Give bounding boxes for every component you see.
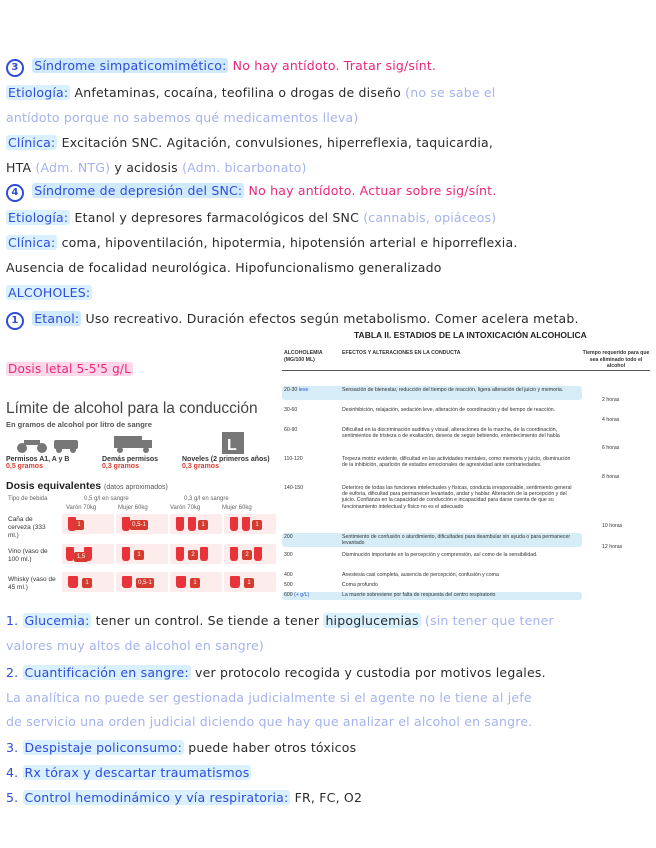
hta-note: (Adm. NTG) (35, 160, 111, 175)
dose-cell (62, 514, 114, 534)
wine-glass-icon (176, 547, 184, 561)
beer-glass-icon (230, 517, 238, 531)
dose-badge: 1 (252, 520, 262, 530)
ethanol-title: Etanol: (34, 311, 80, 326)
alcohols-header-text: ALCOHOLES: (8, 285, 91, 300)
list-item-hemodynamic (6, 790, 362, 805)
dose-cell (62, 544, 114, 564)
motorcycle-icon (17, 440, 47, 453)
dose-badge: 1 (74, 520, 84, 530)
whisky-glass-icon (230, 576, 240, 588)
list-item-polyconsumption (6, 740, 356, 755)
header-divider (282, 370, 650, 371)
dose-cell (170, 572, 222, 592)
list-text: tener un control. Se tiende a tener (95, 613, 320, 628)
permit-label: Permisos A1, A y B (6, 456, 70, 463)
time-cell: 10 horas (602, 523, 623, 529)
svg-text:L: L (227, 437, 237, 454)
beer-glass-icon (188, 517, 196, 531)
whisky-glass-icon (176, 576, 186, 588)
sub-col-4: Mujer 60kg (222, 505, 252, 511)
permit-other (102, 456, 158, 470)
time-cell: 2 horas (602, 397, 620, 403)
list-note-continued: valores muy altos de alcohol en sangre) (6, 638, 264, 653)
level-cell (284, 592, 309, 598)
dose-cell (224, 572, 276, 592)
etiology-note: (cannabis, opiáceos) (363, 210, 497, 225)
list-number: 4. (6, 765, 19, 780)
list-note-continued: de servicio una orden judicial diciendo que hay que analizar el alcohol en sangre. (6, 714, 533, 729)
col-header-level: ALCOHOLEMIA (MG/100 ML) (284, 350, 323, 363)
dose-cell (170, 514, 222, 534)
permit-ab (6, 456, 69, 470)
list-label: Cuantificación en sangre: (24, 665, 189, 680)
list-number: 2. (6, 665, 19, 680)
dose-badge: 1 (198, 520, 208, 530)
sub-col-1: Varón 70kg (66, 505, 97, 511)
effect-cell: Sensación de bienestar, reducción del tiempo de reacción, ligera alteración del juicio y memoria. (342, 387, 564, 393)
level-cell: 140-150 (284, 485, 304, 491)
number-1-badge: 1 (6, 312, 24, 330)
effect-cell: La muerte sobreviene por falta de respuesta del centro respiratorio (342, 592, 496, 598)
level-cell: 400 (284, 572, 293, 578)
effect-cell: Anestesia casi completa, ausencia de percepción, confusión y coma (342, 572, 499, 578)
group-a-header: 0,5 g/l en sangre (84, 496, 129, 502)
alcohol-limit-infographic (4, 372, 276, 600)
dose-cell (62, 572, 114, 592)
handwritten-mark: leve (298, 387, 309, 393)
table-title: TABLA II. ESTADIOS DE LA INTOXICACIÓN ALCOHOLICA (354, 330, 587, 340)
list-label: Control hemodinámico y vía respiratoria: (24, 790, 289, 805)
dose-cell (116, 544, 168, 564)
col-header-time: Tiempo requerido para que sea eliminado todo el alcohol (582, 350, 650, 369)
effect-cell: Coma profundo (342, 582, 378, 588)
sub-col-2: Mujer 60kg (118, 505, 148, 511)
ethanol-line (6, 311, 579, 330)
syndrome-4-title: Síndrome de depresión del SNC: (34, 183, 243, 198)
infographic-title: Límite de alcohol para la conducción (6, 400, 258, 417)
level-cell: 110-120 (284, 456, 303, 462)
level-value: 600 (284, 592, 293, 598)
number-3-badge: 3 (6, 59, 24, 77)
group-b-header: 0,3 g/l en sangre (184, 496, 229, 502)
doses-title-text: Dosis equivalentes (6, 480, 102, 492)
list-label: Rx tórax y descartar traumatismos (24, 765, 250, 780)
effect-cell: Disminución importante en la percepción y comprensión, así como de la sensibilidad. (342, 552, 538, 558)
level-cell (284, 387, 308, 393)
dose-badge: 1 (134, 550, 144, 560)
handwritten-mark: (+ g/L) (294, 592, 310, 598)
time-cell: 4 horas (602, 417, 620, 423)
dose-cell (224, 544, 276, 564)
level-cell: 30-60 (284, 407, 298, 413)
list-text: FR, FC, O2 (294, 790, 363, 805)
effect-cell: Dificultad en la discriminación auditiva y visual, alteraciones de la marcha, de la coordinación, sentimientos de tristeza o de exaltación, deseos de seguir bebiendo, enlentecimiento del habla (342, 427, 560, 440)
lethal-dose-text: Dosis letal 5-5'5 g/L (8, 362, 132, 376)
list-highlight: hipoglucemias (325, 613, 419, 628)
dose-badge: 1 (82, 578, 92, 588)
syndrome-4-treatment: No hay antídoto. Actuar sobre sig/sínt. (248, 183, 497, 198)
dose-badge: 1 (244, 578, 254, 588)
car-icon (54, 440, 78, 453)
doses-title (6, 480, 168, 492)
syndrome-3-treatment: No hay antídoto. Tratar sig/sínt. (232, 58, 437, 73)
effect-cell: Sentimiento de confusión o aturdimiento, dificultades para deambular sin ayuda o para permanecer levantado (342, 534, 571, 547)
col-header-effects: EFECTOS Y ALTERACIONES EN LA CONDUCTA (342, 350, 461, 356)
dose-cell (116, 572, 168, 592)
syndrome-3-clinic-continued (6, 160, 307, 175)
list-item-xray (6, 765, 251, 780)
wine-glass-icon (230, 547, 238, 561)
syndrome-4-clinic-continued: Ausencia de focalidad neurológica. Hipofuncionalismo generalizado (6, 260, 442, 275)
etiology-text: Etanol y depresores farmacológicos del SNC (74, 210, 360, 225)
list-number: 3. (6, 740, 19, 755)
list-item-glucemia (6, 613, 554, 628)
doses-note: (datos aproximados) (104, 484, 168, 491)
acidosis-note: (Adm. bicarbonato) (182, 160, 307, 175)
level-cell: 200 (284, 534, 293, 540)
permit-value: 0,3 gramos (182, 463, 219, 470)
syndrome-4-etiology (6, 210, 496, 225)
beer-glass-icon (242, 517, 250, 531)
list-text: ver protocolo recogida y custodia por motivos legales. (195, 665, 546, 680)
clinic-label: Clínica: (8, 235, 56, 250)
syndrome-4-heading (6, 183, 496, 202)
time-cell: 6 horas (602, 445, 620, 451)
vehicle-icons (14, 430, 274, 456)
permit-label: Noveles (2 primeros años) (182, 456, 270, 463)
wine-glass-icon (122, 547, 130, 561)
acidosis-text: y acidosis (114, 160, 178, 175)
beer-glass-icon (176, 517, 184, 531)
truck-icon (114, 436, 152, 453)
syndrome-3-heading (6, 58, 436, 77)
dose-badge: 2 (242, 550, 252, 560)
dose-cell (170, 544, 222, 564)
level-cell: 60-90 (284, 427, 298, 433)
etiology-note: (no se sabe el (405, 85, 496, 100)
permit-value: 0,3 gramos (102, 463, 139, 470)
dose-badge: 0,5-1 (136, 578, 154, 588)
level-cell: 500 (284, 582, 293, 588)
sub-col-3: Varón 70kg (170, 505, 201, 511)
hta-text: HTA (6, 160, 32, 175)
number-4-badge: 4 (6, 184, 24, 202)
etiology-label: Etiología: (8, 85, 69, 100)
alcohols-header (6, 285, 92, 300)
etiology-note-continued: antídoto porque no sabemos qué medicamentos lleva) (6, 110, 359, 125)
clinic-text: coma, hipoventilación, hipotermia, hipotensión arterial e hiporreflexia. (61, 235, 518, 250)
list-number: 5. (6, 790, 19, 805)
level-cell: 300 (284, 552, 293, 558)
effect-cell: Torpeza motriz evidente, dificultad en las actividades mentales, como memoria y juicio, disminución de la inhibición, aparición de estados emocionales de agresividad ante contrariedades. (342, 456, 571, 469)
dose-cell (116, 514, 168, 534)
etiology-label: Etiología: (8, 210, 69, 225)
ethanol-text: Uso recreativo. Duración efectos según metabolismo. Comer acelera metab. (85, 311, 579, 326)
clinic-label: Clínica: (8, 135, 56, 150)
dose-badge: 2 (188, 550, 198, 560)
beer-glass-icon (122, 517, 130, 531)
effect-cell: Deterioro de todas las funciones intelectuales y físicas, conducta irresponsable, sentimiento general de euforia, dificultad para permanecer levantado, andar y hablar. Alteración de la percepción y del juicio. Confianza en la capacidad de conducción e incapacidad para darse cuenta de que su funcionamiento intelectual y físico no es el adecuado (342, 485, 572, 510)
time-cell: 12 horas (602, 544, 623, 550)
level-value: 20-30 (284, 387, 298, 393)
list-label: Despistaje policonsumo: (24, 740, 183, 755)
list-note: (sin tener que tener (424, 613, 554, 628)
wine-glass-icon (200, 547, 208, 561)
whisky-label: Whisky (vaso de 45 ml.) (8, 576, 56, 591)
list-label: Glucemia: (24, 613, 90, 628)
effect-cell: Desinhibición, relajación, sedación leve, alteración de coordinación y del tiempo de reacción. (342, 407, 556, 413)
syndrome-3-clinic (6, 135, 493, 150)
etiology-text: Anfetaminas, cocaína, teofilina o drogas de diseño (74, 85, 401, 100)
novice-l-icon (222, 432, 244, 454)
list-text: puede haber otros tóxicos (188, 740, 357, 755)
permit-novice (182, 456, 270, 470)
list-item-quantification (6, 665, 546, 680)
dose-badge: 1 (190, 578, 200, 588)
dose-cell (224, 514, 276, 534)
whisky-glass-icon (122, 576, 132, 588)
wine-glass-icon (66, 547, 74, 561)
syndrome-3-title: Síndrome simpaticomimético: (34, 58, 227, 73)
list-note: La analítica no puede ser gestionada judicialmente si el agente no le tiene al jefe (6, 690, 532, 705)
permit-value: 0,5 gramos (6, 463, 43, 470)
wine-glass-icon (254, 547, 262, 561)
wine-label: Vino (vaso de 100 ml.) (8, 548, 48, 563)
infographic-subtitle: En gramos de alcohol por litro de sangre (6, 420, 152, 429)
permit-label: Demás permisos (102, 456, 159, 463)
list-number: 1. (6, 613, 19, 628)
whisky-glass-icon (68, 576, 78, 588)
dose-badge: 0,5-1 (130, 520, 148, 530)
type-header: Tipo de bebida (8, 496, 48, 502)
beer-label: Caña de cerveza (333 ml.) (8, 516, 46, 539)
clinic-text: Excitación SNC. Agitación, convulsiones, hiperreflexia, taquicardia, (61, 135, 494, 150)
syndrome-4-clinic (6, 235, 518, 250)
syndrome-3-etiology (6, 85, 495, 100)
time-cell: 8 horas (602, 474, 620, 480)
dose-badge: 1,5 (74, 552, 88, 562)
